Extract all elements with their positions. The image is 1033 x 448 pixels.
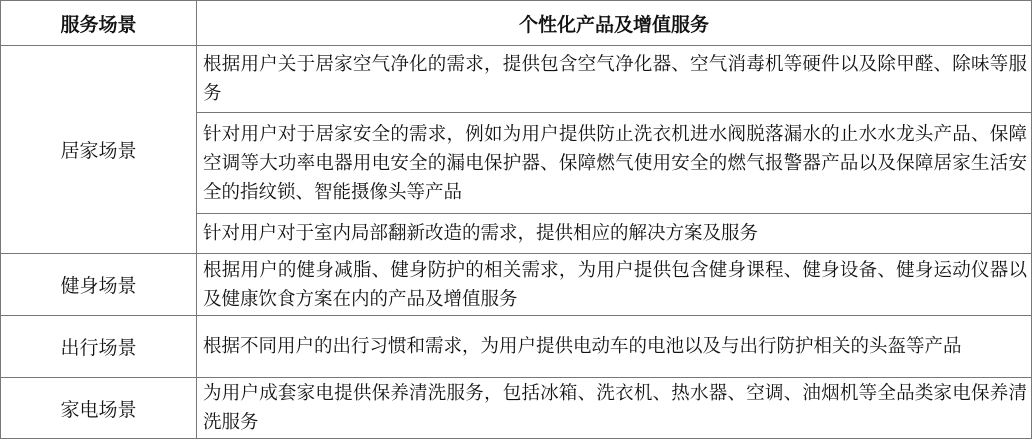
table-header-row: [1, 1, 1032, 46]
description-cell: 针对用户对于居家安全的需求，例如为用户提供防止洗衣机进水阀脱落漏水的止水水龙头产品、保障空调等大功率电器用电安全的漏电保护器、保障燃气使用安全的燃气报警器产品以及保障居家生活安全的指纹锁、智能摄像头等产品: [197, 113, 1032, 214]
description-cell: 针对用户对于室内局部翻新改造的需求，提供相应的解决方案及服务: [197, 214, 1032, 254]
description-cell: 根据用户关于居家空气净化的需求，提供包含空气净化器、空气消毒机等硬件以及除甲醛、除味等服务: [197, 46, 1032, 113]
header-scene: 服务场景: [1, 1, 197, 46]
table-row: [1, 316, 1032, 378]
description-cell: 为用户成套家电提供保养清洗服务，包括冰箱、洗衣机、热水器、空调、油烟机等全品类家电保养清洗服务: [197, 378, 1032, 439]
table-row: [1, 378, 1032, 439]
table-row: [1, 46, 1032, 113]
scene-cell-home: 居家场景: [1, 46, 197, 254]
description-cell: 根据用户的健身减脂、健身防护的相关需求，为用户提供包含健身课程、健身设备、健身运动仪器以及健康饮食方案在内的产品及增值服务: [197, 254, 1032, 316]
scene-cell-appliance: 家电场景: [1, 378, 197, 439]
table-row: [1, 254, 1032, 316]
scene-cell-fitness: 健身场景: [1, 254, 197, 316]
description-cell: 根据不同用户的出行习惯和需求，为用户提供电动车的电池以及与出行防护相关的头盔等产品: [197, 316, 1032, 378]
scene-cell-travel: 出行场景: [1, 316, 197, 378]
header-services: 个性化产品及增值服务: [197, 1, 1032, 46]
